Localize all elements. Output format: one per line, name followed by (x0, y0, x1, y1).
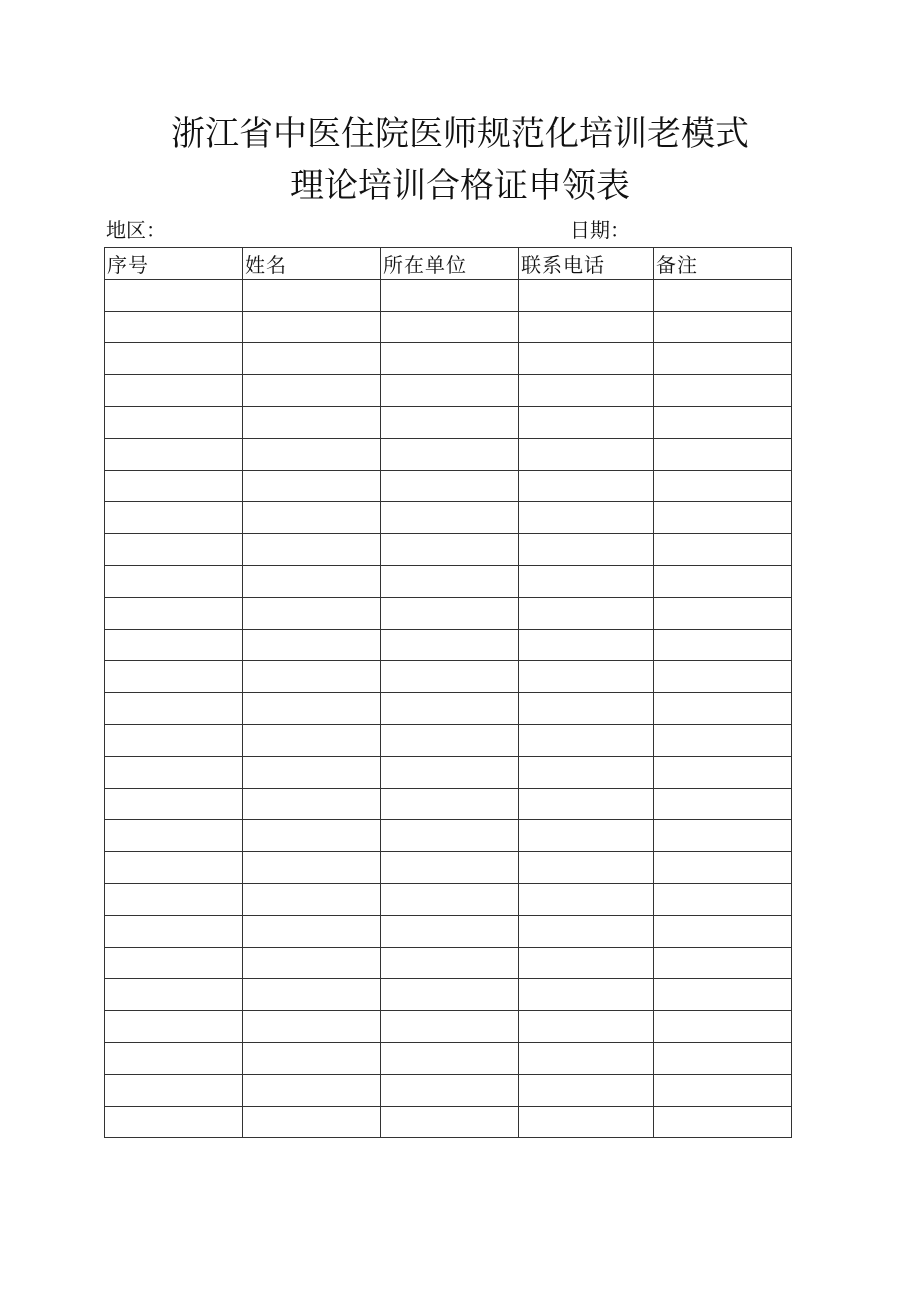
cell-name[interactable] (243, 1011, 381, 1043)
cell-name[interactable] (243, 724, 381, 756)
table-row (105, 693, 792, 725)
cell-work-unit[interactable] (381, 661, 519, 693)
cell-name[interactable] (243, 883, 381, 915)
cell-serial-number[interactable] (105, 820, 243, 852)
cell-name[interactable] (243, 915, 381, 947)
cell-name[interactable] (243, 470, 381, 502)
cell-remarks[interactable] (654, 502, 792, 534)
table-row (105, 1042, 792, 1074)
table-header-row (105, 248, 792, 280)
cell-work-unit[interactable] (381, 693, 519, 725)
cell-name[interactable] (243, 693, 381, 725)
cell-remarks[interactable] (654, 915, 792, 947)
cell-remarks[interactable] (654, 438, 792, 470)
cell-phone[interactable] (519, 279, 654, 311)
cell-remarks[interactable] (654, 693, 792, 725)
cell-work-unit[interactable] (381, 1074, 519, 1106)
cell-phone[interactable] (519, 629, 654, 661)
cell-serial-number[interactable] (105, 438, 243, 470)
table-row (105, 438, 792, 470)
cell-phone[interactable] (519, 597, 654, 629)
cell-phone[interactable] (519, 883, 654, 915)
table-row (105, 311, 792, 343)
cell-serial-number[interactable] (105, 1074, 243, 1106)
header-serial-number: 序号 (105, 248, 243, 280)
cell-remarks[interactable] (654, 565, 792, 597)
cell-work-unit[interactable] (381, 915, 519, 947)
table-row (105, 1011, 792, 1043)
cell-remarks[interactable] (654, 979, 792, 1011)
document-title-line1: 浙江省中医住院医师规范化培训老模式 (171, 114, 749, 154)
cell-name[interactable] (243, 820, 381, 852)
cell-work-unit[interactable] (381, 947, 519, 979)
cell-serial-number[interactable] (105, 565, 243, 597)
cell-name[interactable] (243, 502, 381, 534)
cell-remarks[interactable] (654, 1074, 792, 1106)
cell-work-unit[interactable] (381, 311, 519, 343)
cell-name[interactable] (243, 597, 381, 629)
cell-phone[interactable] (519, 693, 654, 725)
table-row (105, 470, 792, 502)
table-row (105, 1106, 792, 1138)
cell-name[interactable] (243, 534, 381, 566)
cell-work-unit[interactable] (381, 375, 519, 407)
cell-name[interactable] (243, 279, 381, 311)
cell-name[interactable] (243, 979, 381, 1011)
table-row (105, 279, 792, 311)
cell-work-unit[interactable] (381, 438, 519, 470)
cell-work-unit[interactable] (381, 788, 519, 820)
table-row (105, 979, 792, 1011)
cell-work-unit[interactable] (381, 1011, 519, 1043)
table-body (105, 279, 792, 1138)
cell-phone[interactable] (519, 406, 654, 438)
cell-name[interactable] (243, 661, 381, 693)
cell-serial-number[interactable] (105, 756, 243, 788)
cell-phone[interactable] (519, 565, 654, 597)
cell-name[interactable] (243, 343, 381, 375)
cell-remarks[interactable] (654, 375, 792, 407)
cell-work-unit[interactable] (381, 629, 519, 661)
cell-serial-number[interactable] (105, 343, 243, 375)
cell-phone[interactable] (519, 788, 654, 820)
cell-remarks[interactable] (654, 534, 792, 566)
cell-remarks[interactable] (654, 470, 792, 502)
cell-name[interactable] (243, 947, 381, 979)
cell-name[interactable] (243, 565, 381, 597)
cell-phone[interactable] (519, 502, 654, 534)
cell-phone[interactable] (519, 852, 654, 884)
cell-phone[interactable] (519, 756, 654, 788)
header-work-unit: 所在单位 (381, 248, 519, 280)
cell-remarks[interactable] (654, 279, 792, 311)
cell-serial-number[interactable] (105, 693, 243, 725)
cell-remarks[interactable] (654, 1011, 792, 1043)
table-row (105, 883, 792, 915)
cell-remarks[interactable] (654, 661, 792, 693)
cell-name[interactable] (243, 311, 381, 343)
cell-name[interactable] (243, 1074, 381, 1106)
cell-phone[interactable] (519, 724, 654, 756)
cell-phone[interactable] (519, 438, 654, 470)
cell-remarks[interactable] (654, 1106, 792, 1138)
cell-remarks[interactable] (654, 406, 792, 438)
table-row (105, 597, 792, 629)
cell-serial-number[interactable] (105, 947, 243, 979)
cell-serial-number[interactable] (105, 979, 243, 1011)
cell-serial-number[interactable] (105, 629, 243, 661)
cell-serial-number[interactable] (105, 661, 243, 693)
cell-work-unit[interactable] (381, 756, 519, 788)
table-row (105, 788, 792, 820)
cell-serial-number[interactable] (105, 883, 243, 915)
cell-phone[interactable] (519, 1042, 654, 1074)
cell-phone[interactable] (519, 311, 654, 343)
cell-phone[interactable] (519, 979, 654, 1011)
cell-serial-number[interactable] (105, 279, 243, 311)
header-remarks: 备注 (654, 248, 792, 280)
table-row (105, 1074, 792, 1106)
cell-remarks[interactable] (654, 883, 792, 915)
cell-serial-number[interactable] (105, 915, 243, 947)
cell-work-unit[interactable] (381, 820, 519, 852)
cell-phone[interactable] (519, 947, 654, 979)
cell-work-unit[interactable] (381, 406, 519, 438)
document-title-line2: 理论培训合格证申领表 (290, 166, 630, 206)
cell-phone[interactable] (519, 470, 654, 502)
cell-serial-number[interactable] (105, 1106, 243, 1138)
cell-name[interactable] (243, 852, 381, 884)
table-row (105, 915, 792, 947)
cell-phone[interactable] (519, 375, 654, 407)
cell-serial-number[interactable] (105, 406, 243, 438)
cell-work-unit[interactable] (381, 470, 519, 502)
cell-name[interactable] (243, 375, 381, 407)
cell-remarks[interactable] (654, 852, 792, 884)
table-row (105, 820, 792, 852)
cell-remarks[interactable] (654, 629, 792, 661)
cell-phone[interactable] (519, 915, 654, 947)
cell-phone[interactable] (519, 534, 654, 566)
cell-work-unit[interactable] (381, 597, 519, 629)
cell-name[interactable] (243, 756, 381, 788)
cell-serial-number[interactable] (105, 1011, 243, 1043)
table-row (105, 534, 792, 566)
cell-serial-number[interactable] (105, 502, 243, 534)
table-row (105, 629, 792, 661)
cell-remarks[interactable] (654, 1042, 792, 1074)
header-name: 姓名 (243, 248, 381, 280)
cell-work-unit[interactable] (381, 279, 519, 311)
table-row (105, 406, 792, 438)
cell-remarks[interactable] (654, 311, 792, 343)
cell-work-unit[interactable] (381, 534, 519, 566)
cell-serial-number[interactable] (105, 788, 243, 820)
cell-serial-number[interactable] (105, 597, 243, 629)
date-label: 日期： (570, 218, 630, 242)
application-form-table (104, 247, 792, 1138)
table-row (105, 724, 792, 756)
cell-name[interactable] (243, 629, 381, 661)
table-row (105, 852, 792, 884)
cell-phone[interactable] (519, 1011, 654, 1043)
cell-phone[interactable] (519, 1074, 654, 1106)
header-phone: 联系电话 (519, 248, 654, 280)
cell-work-unit[interactable] (381, 979, 519, 1011)
region-label: 地区： (106, 218, 166, 242)
cell-work-unit[interactable] (381, 565, 519, 597)
cell-phone[interactable] (519, 1106, 654, 1138)
table-row (105, 375, 792, 407)
cell-work-unit[interactable] (381, 1106, 519, 1138)
cell-phone[interactable] (519, 343, 654, 375)
cell-serial-number[interactable] (105, 1042, 243, 1074)
table-row (105, 565, 792, 597)
cell-phone[interactable] (519, 661, 654, 693)
cell-remarks[interactable] (654, 947, 792, 979)
table-row (105, 343, 792, 375)
cell-work-unit[interactable] (381, 1042, 519, 1074)
cell-name[interactable] (243, 1042, 381, 1074)
cell-remarks[interactable] (654, 597, 792, 629)
table-row (105, 661, 792, 693)
cell-name[interactable] (243, 438, 381, 470)
cell-remarks[interactable] (654, 788, 792, 820)
cell-work-unit[interactable] (381, 724, 519, 756)
cell-remarks[interactable] (654, 820, 792, 852)
cell-serial-number[interactable] (105, 311, 243, 343)
table-row (105, 756, 792, 788)
cell-remarks[interactable] (654, 756, 792, 788)
cell-serial-number[interactable] (105, 375, 243, 407)
cell-work-unit[interactable] (381, 883, 519, 915)
table-row (105, 502, 792, 534)
cell-serial-number[interactable] (105, 534, 243, 566)
cell-name[interactable] (243, 788, 381, 820)
cell-name[interactable] (243, 406, 381, 438)
cell-work-unit[interactable] (381, 852, 519, 884)
cell-serial-number[interactable] (105, 724, 243, 756)
cell-work-unit[interactable] (381, 343, 519, 375)
cell-serial-number[interactable] (105, 470, 243, 502)
cell-serial-number[interactable] (105, 852, 243, 884)
cell-name[interactable] (243, 1106, 381, 1138)
cell-remarks[interactable] (654, 343, 792, 375)
table-row (105, 947, 792, 979)
cell-remarks[interactable] (654, 724, 792, 756)
cell-phone[interactable] (519, 820, 654, 852)
cell-work-unit[interactable] (381, 502, 519, 534)
